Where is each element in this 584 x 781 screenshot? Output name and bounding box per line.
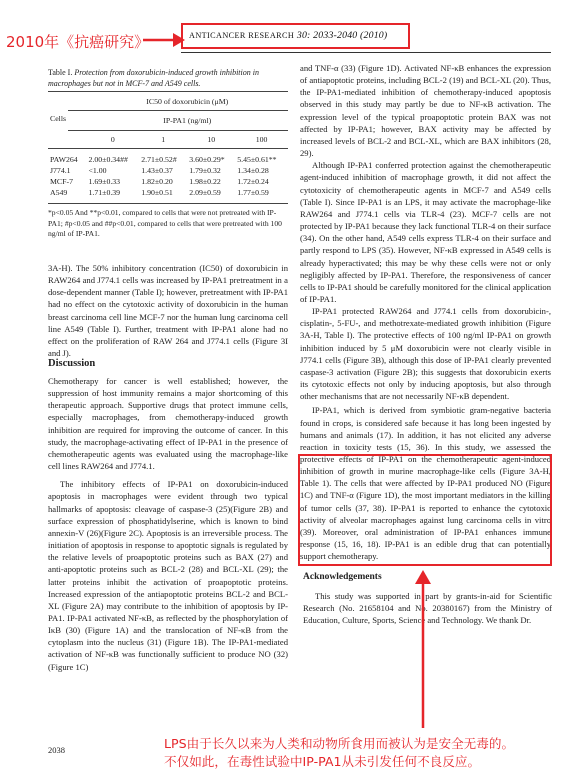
table-cell: 1.79±0.32 [189,166,221,175]
table-rule-bottom [48,203,288,204]
table-cell: 2.71±0.52# [141,155,177,164]
table-row [48,187,288,198]
table-header-ic50: IC50 of doxorubicin (μM) [146,96,229,106]
discussion-paragraph: Chemotherapy for cancer is well established; however, the suppression of host immunity remains a major shortcoming of this therapeutic approach. Supportive drugs that protect immune cells, especially macrophages, from chemotherapy-induced growth inhibition are required for improving the outcome of cancer. In this study, the macrophage-activating effect of IP-PA1 in the presence of chemotherapeutic agents was evaluated using the macrophage-like cell lines RAW264 and J774.1. [48,376,288,472]
table-dose: 10 [207,134,216,144]
table-footnote: *p<0.05 And **p<0.01, compared to cells that were not pretreated with IP-PA1; #p<0.05 and ##p<0.01, compared to cells that were pretreated with 100 ng/ml of IP-PA1. [48,208,282,238]
table-cell-name: PAW264 [50,155,78,164]
table-cell: 1.98±0.22 [189,177,221,186]
table-cell: 1.34±0.28 [237,166,269,175]
table-cell: 3.60±0.29* [189,155,225,164]
discussion-paragraph: IP-PA1 protected RAW264 and J774.1 cells from doxorubicin-, cisplatin-, 5-FU-, and methotrexate-mediated growth inhibition (Figure 3A-H, Table I). The protective effects of 100 ng/ml IP-PA1 on growth inhibition induced by 5 μM doxorubicin were not clearly visible in J774.1 cells (Figure 3B), although this dose of IP-PA1 clearly prevented caspase-3 activation (Figure 2B); this suggests that doxorubicin exerts its cytotoxic effects not only by inducing apoptosis, but also through other mechanisms that are not necessarily NF-κB dependent. [300,306,551,402]
table-cell: <1.00 [88,166,107,175]
table-dose: 100 [255,134,268,144]
table-rule-mid [48,148,288,149]
table-cell: 5.45±0.61** [237,155,277,164]
discussion-paragraph: Although IP-PA1 conferred protection against the chemotherapeutic agent-induced inhibition of macrophage growth, it did not affect the cytotoxicity of chemotherapeutic agents in MCF-7 and A549 cells (Table I). Since IP-PA1 is an LPS, it may activate the macrophage-like RAW264 and J774.1 cells via TLR-4 (23). MCF-7 cells are not protected by IP-PA1 because they lack functional TLR-4 on their surface (34). On the other hand, A549 cells express TLR-4 on their surface and partly respond to LPS (35). However, NF-κB expressed in A549 cells is already hyperactivated; this may be why these cells were not or only negligibly affected by IP-PA1. Therefore, the responsiveness of cancer cells to IP-PA1 should be carefully monitored for the clinical application of IP-PA1. [300,160,551,304]
table-caption [48,68,288,89]
acknowledgements-heading: Acknowledgements [303,572,382,582]
table-cell: 1.90±0.51 [141,188,173,197]
annotation-line: LPS由于长久以来为人类和动物所食用而被认为是安全无毒的。 [164,736,515,751]
annotation-journal-label: 2010年《抗癌研究》 [6,33,150,51]
table-cell: 1.43±0.37 [141,166,173,175]
table-cell-name: J774.1 [50,166,71,175]
journal-citation: 30: 2033-2040 (2010) [296,30,388,41]
table-header-ippa1: IP-PA1 (ng/ml) [163,115,212,125]
table-rule-sub2 [68,130,288,131]
table-cell-name: MCF-7 [50,177,73,186]
discussion-column-left [48,375,288,673]
arrow-up-icon [410,570,436,730]
header-rule [181,52,551,53]
results-paragraph [48,262,288,359]
discussion-paragraph: The inhibitory effects of IP-PA1 on doxorubicin-induced apoptosis in macrophages were evident through two typical hallmarks of apoptosis: cleavage of caspase-3 (25)(Figure 2B) and surface expression of phosphatidylserine, which is known to bind annexin-V (26)(Figure 2C). Apoptosis is an irreversible process. The initiation of apoptosis in response to apoptotic signals is regulated by the relative levels of proapoptotic proteins such as BAX (27) and anti-apoptotic proteins such as BCL-2 (28) and BCL-XL (29); the latter proteins inhibit the activation of proapoptotic proteins. Increased expression of the antiapoptotic proteins BCL-2 and BCL-XL (Figure 2A) may contribute to the inhibition of apoptosis by IP-PA1. IP-PA1 activated NF-κB, as reflected by the phosphorylation of IκB (30) (Figure 1A) and the translocation of NF-κB from the cytoplasm into the nucleus (31) (Figure 1B). The IP-PA1-mediated activation of NF-κB was functionally sufficient to produce NO (32) (Figure 1C) [48,479,288,672]
table-dose: 0 [110,134,115,144]
table-cell: 1.77±0.59 [237,188,269,197]
table-row [48,176,288,187]
discussion-heading: Discussion [48,358,96,369]
table-row [48,154,288,165]
highlight-box [298,454,552,566]
page-number: 2038 [48,745,65,755]
table-row [48,165,288,176]
table-cell: 1.69±0.33 [88,177,121,186]
table-dose-spacer [48,130,87,148]
annotation-translation [164,735,584,771]
journal-name: ANTICANCER RESEARCH [189,31,295,40]
annotation-line: 不仅如此，在毒性试验中IP-PA1从未引发任何不良反应。 [164,754,481,769]
results-text: 3A-H). The 50% inhibitory concentration (IC50) of doxorubicin in RAW264 and J774.1 cells was increased by IP-PA1 pretreatment in a dose-dependent manner (Table I); however, pretreatment with IP-PA1 had no effect on the cytotoxic activity of doxorubicin in the human breast carcinoma cell line MCF-7 nor the human lung carcinoma cell line A549 (Table I). Further, treatment with IP-PA1 alone had no effect on the proliferation of RAW 264 and J774.1 cells (Figure 3I and J). [48,263,288,359]
discussion-paragraph: and TNF-α (33) (Figure 1D). Activated NF-κB enhances the expression of antiapoptotic proteins, including BCL-2 (19) and BCL-XL (20). Thus, the IP-PA1-mediated inhibition of chemotherapy-induced apoptosis observed in this study may partly be due to NF-κB activation. The expression level of the typical proapoptotic protein BAX was not affected by IP-PA1; however, BAX activity may be affected by increased levels of BCL-2 and BCL-XL, which are BAX inhibitors (28, 29). [300,63,551,159]
table-cell: 1.82±0.20 [141,177,173,186]
table-caption-text: Protection from doxorubicin-induced growth inhibition in macrophages but not in MCF-7 and A549 cells. [48,68,259,88]
table-cell: 1.71±0.39 [88,188,121,197]
highlighted-paragraph: IP-PA1, which is derived from symbiotic gram-negative bacteria found in crops, is considered safe because it has long been ingested by humans and animals (17). In addition, it has not elicited any adverse reaction in toxicity tests (15, 36). In this study, we assessed the protective effects of IP-PA1 on the chemotherapeutic agent-induced inhibition of growth in murine macrophage-like cells (Figure 3A-H, Table 1). The cells that were affected by IP-PA1 produced NO (Figure 1C) and TNF-α (Figure 1D), the most important mediators in the killing of tumor cells (37, 38). IP-PA1 is reported to enhance the cytotoxic activity of alveolar macrophages against lung carcinoma cells in vitro (39). Moreover, oral administration of IP-PA1 enhances immune response (15, 16, 18). IP-PA1 is an edible drug that can potentially support chemotherapy. [300,405,551,562]
acknowledgements-paragraph: This study was supported in part by grants-in-aid for Scientific Research (No. 21658104 and No. 20380167) from the Ministry of Education, Culture, Sports, Science and Technology. We thank Dr. [303,591,552,626]
table-cell-name: A549 [50,188,68,197]
journal-header [189,30,387,41]
table-cell: 2.00±0.34## [88,155,128,164]
table-rule-sub [68,110,288,111]
table-dose: 1 [161,134,166,144]
table-cell: 1.72±0.24 [237,177,269,186]
table-caption-label: Table I. [48,68,73,77]
table-header-cells: Cells [50,114,67,123]
data-table [48,92,288,198]
table-cell: 2.09±0.59 [189,188,221,197]
